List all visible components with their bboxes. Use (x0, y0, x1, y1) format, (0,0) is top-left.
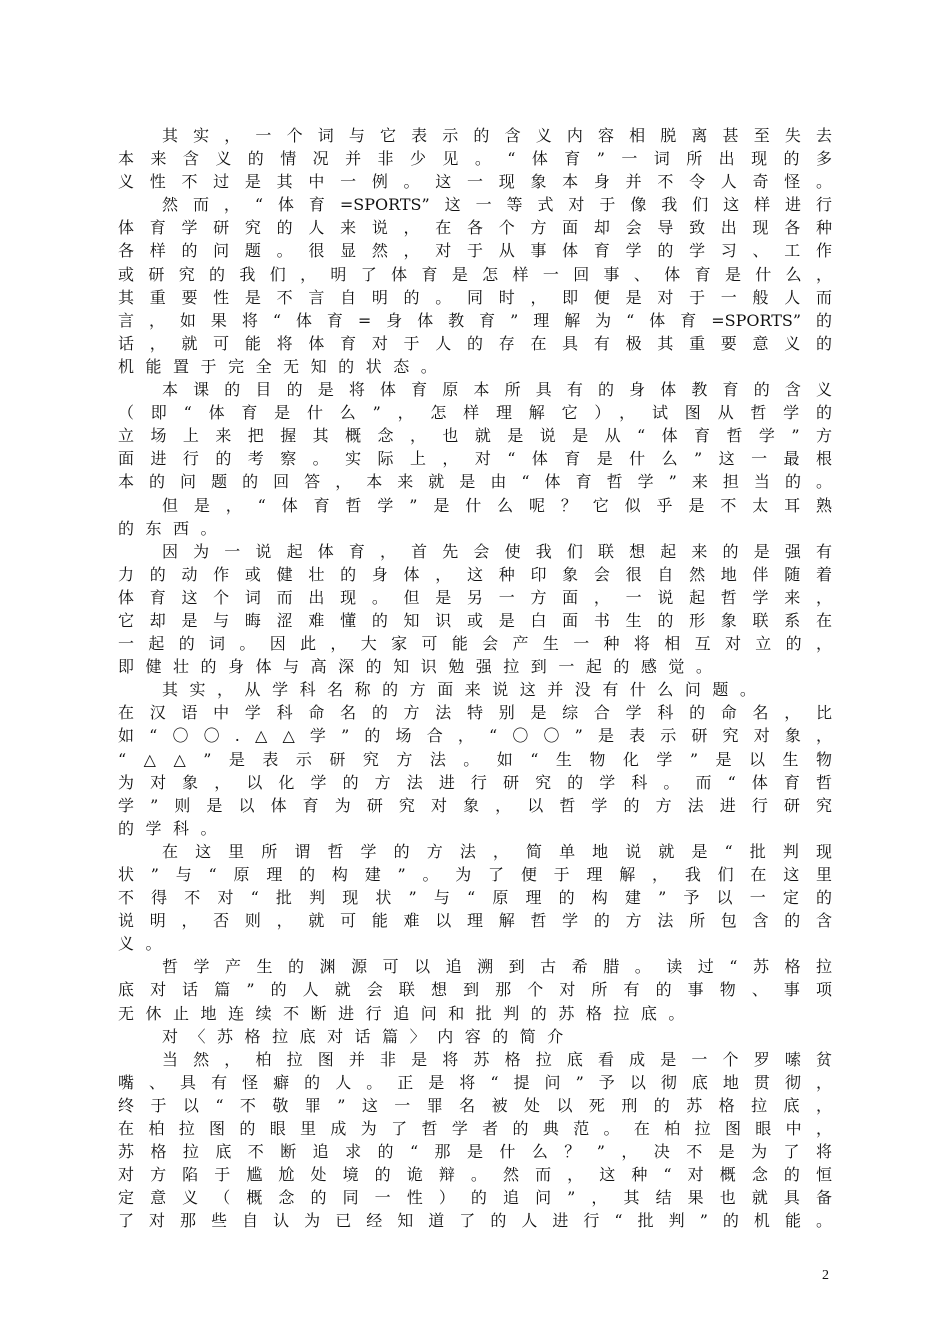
text-line: 本的问题的回答，本来就是由“体育哲学”来担当的。 (118, 472, 832, 492)
text-line: 在这里所谓哲学的方法，简单地说就是“批判现 (162, 841, 832, 861)
text-line: 苏格拉底不断追求的“那是什么？”，决不是为了将 (118, 1142, 832, 1162)
page-number: 2 (822, 1268, 829, 1283)
text-line: 义。 (118, 934, 174, 954)
text-line: 义性不过是其中一例。这一现象本身并不令人奇怪。 (118, 172, 832, 192)
text-line: 然而，“体育=SPORTS”这一等式对于像我们这样进行 (162, 195, 832, 215)
text-line: 本课的目的是将体育原本所具有的身体教育的含义 (162, 380, 832, 400)
text-line: “△△”是表示研究方法。如“生物化学”是以生物 (118, 749, 832, 769)
text-line: 其实，一个词与它表示的含义内容相脱离甚至失去 (162, 126, 832, 145)
body-text (118, 124, 832, 1233)
text-line: 机能置于完全无知的状态。 (118, 356, 449, 376)
text-line: （即“体育是什么”，怎样理解它），试图从哲学的 (118, 403, 832, 423)
text-line: 了对那些自认为已经知道了的人进行“批判”的机能。 (118, 1211, 832, 1231)
text-line: 对〈苏格拉底对话篇〉内容的简介 (162, 1026, 575, 1046)
text-line: 力的动作或健壮的身体，这种印象会很自然地伴随着 (118, 564, 832, 584)
text-line: 但是，“体育哲学”是什么呢？它似乎是不太耳熟 (162, 495, 832, 515)
text-line: 嘴、具有怪癖的人。正是将“提问”予以彻底地贯彻， (118, 1072, 832, 1092)
text-line: 如“〇〇.△△学”的场合，“〇〇”是表示研究对象， (118, 726, 832, 746)
text-line: 终于以“不敬罪”这一罪名被处以死刑的苏格拉底， (118, 1095, 832, 1115)
text-line: 不得不对“批判现状”与“原理的构建”予以一定的 (118, 888, 832, 908)
text-line: 它却是与晦涩难懂的知识或是白面书生的形象联系在 (118, 610, 832, 630)
text-line: 立场上来把握其概念，也就是说是从“体育哲学”方 (118, 426, 832, 446)
text-line: 本来含义的情况并非少见。“体育”一词所出现的多 (118, 149, 832, 169)
text-line: 其实，从学科名称的方面来说这并没有什么问题。 (162, 680, 768, 700)
text-line: 或研究的我们，明了体育是怎样一回事、体育是什么， (118, 264, 832, 284)
text-line: 定意义（概念的同一性）的追问”，其结果也就具备 (118, 1188, 832, 1208)
text-line: 当然，柏拉图并非是将苏格拉底看成是一个罗嗦贫 (162, 1049, 832, 1069)
text-line: 体育学研究的人来说，在各个方面却会导致出现各种 (118, 218, 832, 238)
text-line: 在汉语中学科命名的方法特别是综合学科的命名，比 (118, 703, 832, 723)
text-line: 因为一说起体育，首先会使我们联想起来的是强有 (162, 541, 832, 561)
text-line: 说明，否则，就可能难以理解哲学的方法所包含的含 (118, 911, 832, 931)
text-line: 对方陷于尴尬处境的诡辩。然而，这种“对概念的恒 (118, 1165, 832, 1185)
text-line: 的学科。 (118, 818, 229, 838)
text-line: 哲学产生的渊源可以追溯到古希腊。读过“苏格拉 (162, 957, 832, 977)
text-line: 话，就可能将体育对于人的存在具有极其重要意义的 (118, 333, 832, 353)
text-line: 即健壮的身体与高深的知识勉强拉到一起的感觉。 (118, 657, 724, 677)
text-line: 一起的词。因此，大家可能会产生一种将相互对立的， (118, 634, 832, 654)
text-line: 的东西。 (118, 518, 229, 538)
text-line: 在柏拉图的眼里成为了哲学者的典范。在柏拉图眼中， (118, 1119, 832, 1139)
text-line: 各样的问题。很显然，对于从事体育学的学习、工作 (118, 241, 832, 261)
text-line: 其重要性是不言自明的。同时，即便是对于一般人而 (118, 287, 832, 307)
text-line: 底对话篇”的人就会联想到那个对所有的事物、事项 (118, 980, 832, 1000)
text-line: 为对象，以化学的方法进行研究的学科。而“体育哲 (118, 772, 832, 792)
text-line: 体育这个词而出现。但是另一方面，一说起哲学来， (118, 587, 832, 607)
text-line: 学”则是以体育为研究对象，以哲学的方法进行研究 (118, 795, 832, 815)
text-line: 无休止地连续不断进行追问和批判的苏格拉底。 (118, 1003, 696, 1023)
text-line: 言，如果将“体育=身体教育”理解为“体育=SPORTS”的 (118, 310, 832, 330)
text-line: 面进行的考察。实际上，对“体育是什么”这一最根 (118, 449, 832, 469)
text-line: 状”与“原理的构建”。为了便于理解，我们在这里 (118, 865, 832, 884)
